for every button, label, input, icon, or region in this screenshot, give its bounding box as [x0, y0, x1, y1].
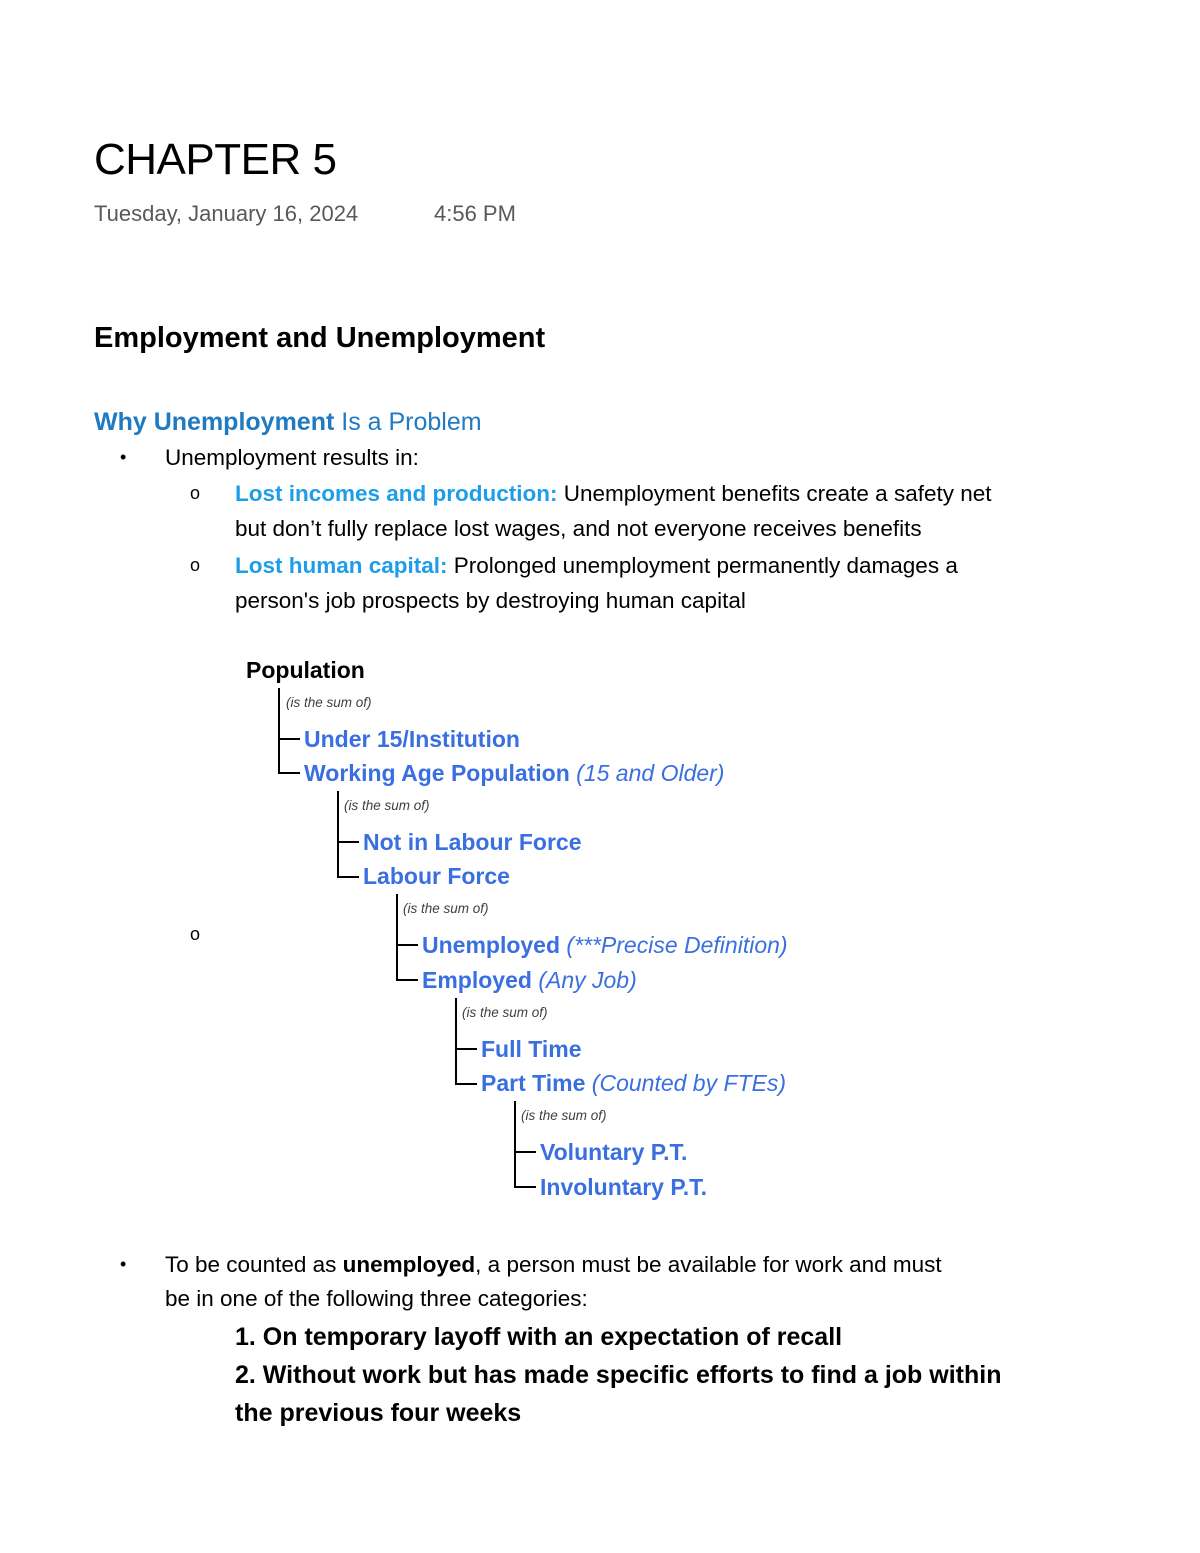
sub-bullet-line: [235, 548, 958, 583]
tree-connector: [337, 841, 359, 843]
tree-root: Population: [246, 657, 365, 683]
page-date: Tuesday, January 16, 2024: [94, 201, 359, 226]
node-name: Part Time: [481, 1070, 586, 1096]
node-note: (Any Job): [538, 967, 637, 993]
node-name: Working Age Population: [304, 760, 570, 786]
node-name: Unemployed: [422, 932, 561, 958]
bullet-text-post: , a person must be available for work and must: [475, 1252, 942, 1277]
sub-bullet-text-cont: but don’t fully replace lost wages, and not everyone receives benefits: [235, 516, 922, 541]
tree-connector: [337, 876, 359, 878]
tree-connector: [396, 979, 418, 981]
tree-connector: [396, 944, 418, 946]
tree-node: [363, 861, 510, 891]
page-time: 4:56 PM: [434, 201, 516, 226]
category-item-cont: the previous four weeks: [235, 1399, 522, 1427]
node-note: (15 and Older): [576, 760, 725, 786]
node-note: (Counted by FTEs): [591, 1070, 787, 1096]
sub-bullet-label: Lost incomes and production:: [235, 481, 558, 506]
tree-node: [540, 1137, 687, 1167]
tree-connector: [278, 738, 300, 740]
tree-node: [363, 827, 582, 857]
tree-connector: [455, 1083, 477, 1085]
tree-connector: [514, 1186, 536, 1188]
section-heading: Employment and Unemployment: [94, 322, 546, 354]
sub-bullet-line: [235, 476, 992, 511]
node-name: Not in Labour Force: [363, 829, 582, 855]
sub-bullet-text: Prolonged unemployment permanently damages a: [447, 553, 958, 578]
bullet-text: [165, 1247, 942, 1282]
bullet-text: Unemployment results in:: [165, 445, 419, 470]
category-item: 1. On temporary layoff with an expectation of recall: [235, 1323, 843, 1351]
node-name: Labour Force: [363, 863, 510, 889]
tree-connector: [278, 772, 300, 774]
tree-connector: [337, 791, 339, 878]
sum-label: (is the sum of): [344, 798, 430, 813]
tree-node: [481, 1068, 786, 1098]
node-note: (***Precise Definition): [566, 932, 788, 958]
bullet-text-bold: unemployed: [342, 1252, 476, 1277]
tree-connector: [514, 1151, 536, 1153]
sum-label: (is the sum of): [521, 1108, 607, 1123]
tree-node: [422, 965, 637, 995]
sub-bullet-icon: o: [190, 555, 201, 575]
tree-connector: [455, 998, 457, 1085]
tree-node: [481, 1034, 582, 1064]
tree-connector: [514, 1101, 516, 1188]
sub-bullet-label: Lost human capital:: [235, 553, 448, 578]
category-item: 2. Without work but has made specific efforts to find a job within: [235, 1361, 1002, 1389]
sub-bullet-icon: o: [190, 483, 201, 503]
tree-connector: [396, 894, 398, 981]
sum-label: (is the sum of): [403, 901, 489, 916]
tree-node: [304, 758, 724, 788]
node-name: Voluntary P.T.: [540, 1139, 688, 1165]
tree-connector: [455, 1048, 477, 1050]
subheading-bold: Why Unemployment: [94, 408, 335, 436]
sub-bullet-icon: o: [190, 924, 201, 944]
bullet-icon: •: [120, 1254, 127, 1274]
sum-label: (is the sum of): [462, 1005, 548, 1020]
node-name: Under 15/Institution: [304, 726, 520, 752]
subsection-heading: [94, 406, 482, 438]
page-title: CHAPTER 5: [94, 135, 337, 184]
tree-node: [304, 724, 520, 754]
tree-connector: [278, 688, 280, 774]
node-name: Full Time: [481, 1036, 582, 1062]
tree-node: [422, 930, 788, 960]
sub-bullet-text-cont: person's job prospects by destroying human capital: [235, 588, 746, 613]
sub-bullet-text: Unemployment benefits create a safety net: [557, 481, 992, 506]
bullet-text-pre: To be counted as: [165, 1252, 343, 1277]
sum-label: (is the sum of): [286, 695, 372, 710]
bullet-text-cont: be in one of the following three categories:: [165, 1286, 588, 1311]
bullet-icon: •: [120, 447, 127, 467]
subheading-rest: Is a Problem: [334, 408, 482, 436]
node-name: Involuntary P.T.: [540, 1174, 708, 1200]
node-name: Employed: [422, 967, 532, 993]
tree-node: [540, 1172, 707, 1202]
